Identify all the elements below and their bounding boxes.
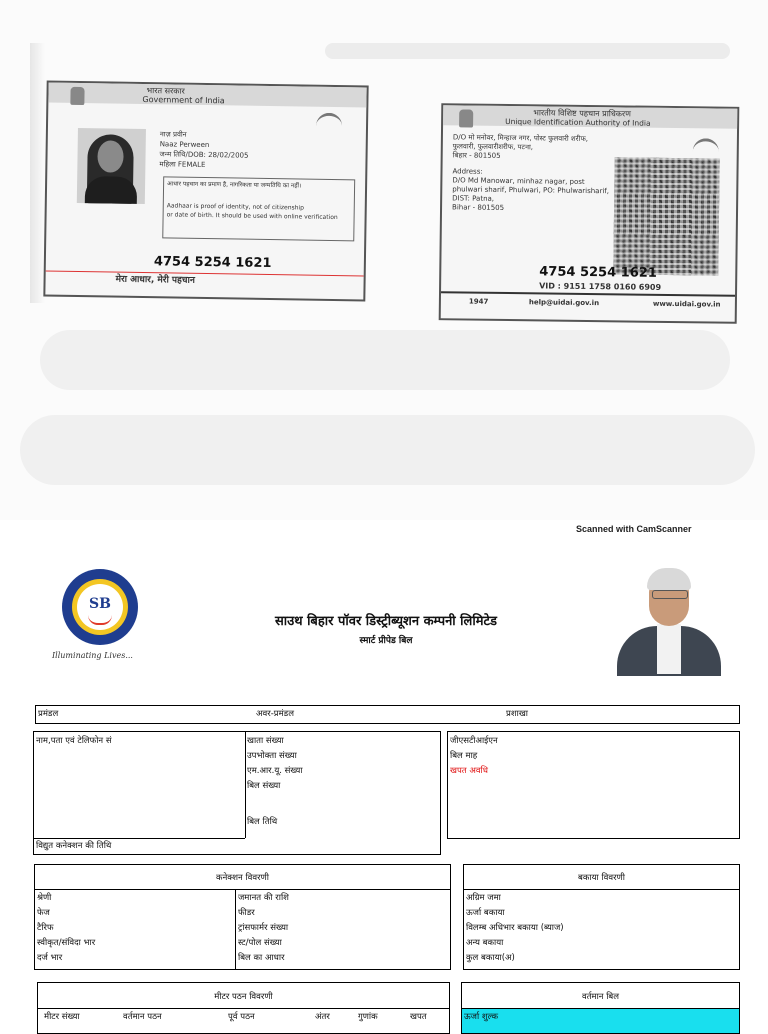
bill-subtitle: स्मार्ट प्रीपेड बिल xyxy=(359,636,413,646)
aadhaar-card-front xyxy=(43,80,368,301)
mru-no-label: एम.आर.यू. संख्या xyxy=(247,766,303,776)
connection-date-label: विद्युत कनेक्शन की तिथि xyxy=(36,841,112,851)
notice-line-1: आधार पहचान का प्रमाण है, नागरिकता या जन्मतिथि का नहीं। xyxy=(167,180,302,190)
total-arrear-label: कुल बकाया(अ) xyxy=(466,953,515,963)
bill-month-label: बिल माह xyxy=(450,751,478,761)
gstin-label: जीएसटीआईएन xyxy=(450,736,498,746)
account-no-label: खाता संख्या xyxy=(247,736,284,746)
connection-details-box xyxy=(34,864,451,970)
notice-line-2: Aadhaar is proof of identity, not of citizenship xyxy=(166,202,304,212)
division-label: प्रमंडल xyxy=(38,709,59,719)
meter-col-multiplier: गुणांक xyxy=(358,1012,378,1022)
authority-hi: भारतीय विशिष्ट पहचान प्राधिकरण xyxy=(533,108,632,119)
card-footer: मेरा आधार, मेरी पहचान xyxy=(115,274,195,286)
subdivision-label: अवर-प्रमंडल xyxy=(256,709,294,719)
meter-col-meter-no: मीटर संख्या xyxy=(44,1012,80,1022)
energy-charge-label: ऊर्जा शुल्क xyxy=(464,1012,499,1022)
name-hi: नाज़ प्रवीन xyxy=(159,130,187,139)
bill-date-label: बिल तिथि xyxy=(247,817,278,827)
government-en: Government of India xyxy=(142,94,225,106)
connection-date-divider xyxy=(34,838,245,839)
card-photo xyxy=(77,128,146,204)
division-row xyxy=(35,705,740,724)
sbpdcl-logo xyxy=(62,569,138,645)
address-hi-1: D/O मो मनोवर, मिन्हाज नगर, पोस्ट फुलवारी शरीफ, xyxy=(452,133,589,143)
bill-basis-label: बिल का आधार xyxy=(238,953,285,963)
scan-streak xyxy=(325,43,730,59)
address-line-4: Bihar - 801505 xyxy=(452,203,505,212)
card-divider xyxy=(441,291,735,297)
company-name: साउथ बिहार पॉवर डिस्ट्रीब्यूशन कम्पनी लिमिटेड xyxy=(274,614,498,629)
red-divider xyxy=(46,270,364,276)
portrait-photo xyxy=(611,564,728,676)
bill-no-label: बिल संख्या xyxy=(247,781,281,791)
name-address-label: नाम,पता एवं टेलिफोन सं xyxy=(36,736,112,746)
arrears-box xyxy=(463,864,740,970)
gstin-box xyxy=(447,731,740,839)
authority-en: Unique Identification Authority of India xyxy=(505,116,651,128)
current-bill-box xyxy=(461,982,740,1034)
meter-title-divider xyxy=(38,1008,449,1009)
aadhaar-logo-icon xyxy=(316,113,342,130)
phase-label: फेज xyxy=(37,908,50,918)
energy-charge-highlight xyxy=(462,1009,739,1033)
aadhaar-logo-icon xyxy=(693,138,719,155)
aadhaar-number: 4754 5254 1621 xyxy=(539,264,657,281)
name-en: Naaz Perween xyxy=(159,140,210,150)
security-amount-label: जमानत की राशि xyxy=(238,893,289,903)
qr-code xyxy=(613,157,719,275)
arrears-title-divider xyxy=(464,889,739,890)
aadhaar-notice-box xyxy=(162,176,355,241)
connection-col-divider xyxy=(235,889,236,969)
address-hi-3: बिहार - 801505 xyxy=(452,151,501,160)
energy-arrear-label: ऊर्जा बकाया xyxy=(466,908,505,918)
pole-no-label: स्ट/पोल संख्या xyxy=(238,938,282,948)
meter-col-consumption: खपत xyxy=(410,1012,427,1022)
logo-text: SB xyxy=(89,596,111,612)
connection-title: कनेक्शन विवरणी xyxy=(216,873,269,883)
tagline: Illuminating Lives... xyxy=(52,651,133,660)
government-hi: भारत सरकार xyxy=(146,86,185,96)
dob: जन्म तिथि/DOB: 28/02/2005 xyxy=(159,150,249,160)
late-surcharge-label: विलम्ब अधिभार बकाया (ब्याज) xyxy=(466,923,564,933)
consumer-no-label: उपभोक्ता संख्या xyxy=(247,751,297,761)
aadhaar-number: 4754 5254 1621 xyxy=(153,254,272,272)
branch-label: प्रशाखा xyxy=(506,709,528,719)
vid: VID : 9151 1758 0160 6909 xyxy=(539,281,662,292)
emblem-icon xyxy=(70,87,84,105)
meter-col-previous: पूर्व पठन xyxy=(228,1012,255,1022)
meter-col-current: वर्तमान पठन xyxy=(123,1012,162,1022)
meter-col-difference: अंतर xyxy=(315,1012,330,1022)
arrears-title: बकाया विवरणी xyxy=(578,873,625,883)
consumer-details-box xyxy=(33,731,441,855)
helpline: 1947 xyxy=(468,297,489,306)
address-hi-2: फुलवारी, फुलवारीशरीफ, पटना, xyxy=(452,142,534,152)
feeder-label: फीडर xyxy=(238,908,255,918)
transformer-no-label: ट्रांसफार्मर संख्या xyxy=(238,923,289,933)
email: help@uidai.gov.in xyxy=(528,298,600,308)
meter-reading-box xyxy=(37,982,450,1034)
address-line-3: DIST: Patna, xyxy=(452,194,495,203)
current-bill-title: वर्तमान बिल xyxy=(581,992,620,1002)
consumption-period-label: खपत अवधि xyxy=(450,766,488,776)
notice-line-3: or date of birth. It should be used with online verification xyxy=(166,211,338,222)
emblem-icon xyxy=(459,109,473,127)
consumer-divider xyxy=(245,732,246,838)
tariff-label: टैरिफ xyxy=(37,923,54,933)
category-label: श्रेणी xyxy=(37,893,52,903)
scan-smudge xyxy=(20,415,755,485)
gender: महिला FEMALE xyxy=(159,160,206,169)
aadhaar-card-back xyxy=(439,103,740,324)
address-line-1: D/O Md Manowar, minhaz nagar, post xyxy=(452,176,585,186)
scan-smudge xyxy=(40,330,730,390)
other-arrear-label: अन्य बकाया xyxy=(466,938,504,948)
advance-label: अग्रिम जमा xyxy=(466,893,501,903)
camscanner-watermark: Scanned with CamScanner xyxy=(576,524,692,534)
scan-shadow xyxy=(30,43,45,303)
recorded-load-label: दर्ज भार xyxy=(37,953,63,963)
address-line-2: phulwari sharif, Phulwari, PO: Phulwarisharif, xyxy=(452,185,610,196)
sanctioned-load-label: स्वीकृत/संविदा भार xyxy=(37,938,96,948)
address-label: Address: xyxy=(452,167,483,176)
connection-title-divider xyxy=(35,889,450,890)
meter-title: मीटर पठन विवरणी xyxy=(214,992,273,1002)
website: www.uidai.gov.in xyxy=(652,299,721,309)
